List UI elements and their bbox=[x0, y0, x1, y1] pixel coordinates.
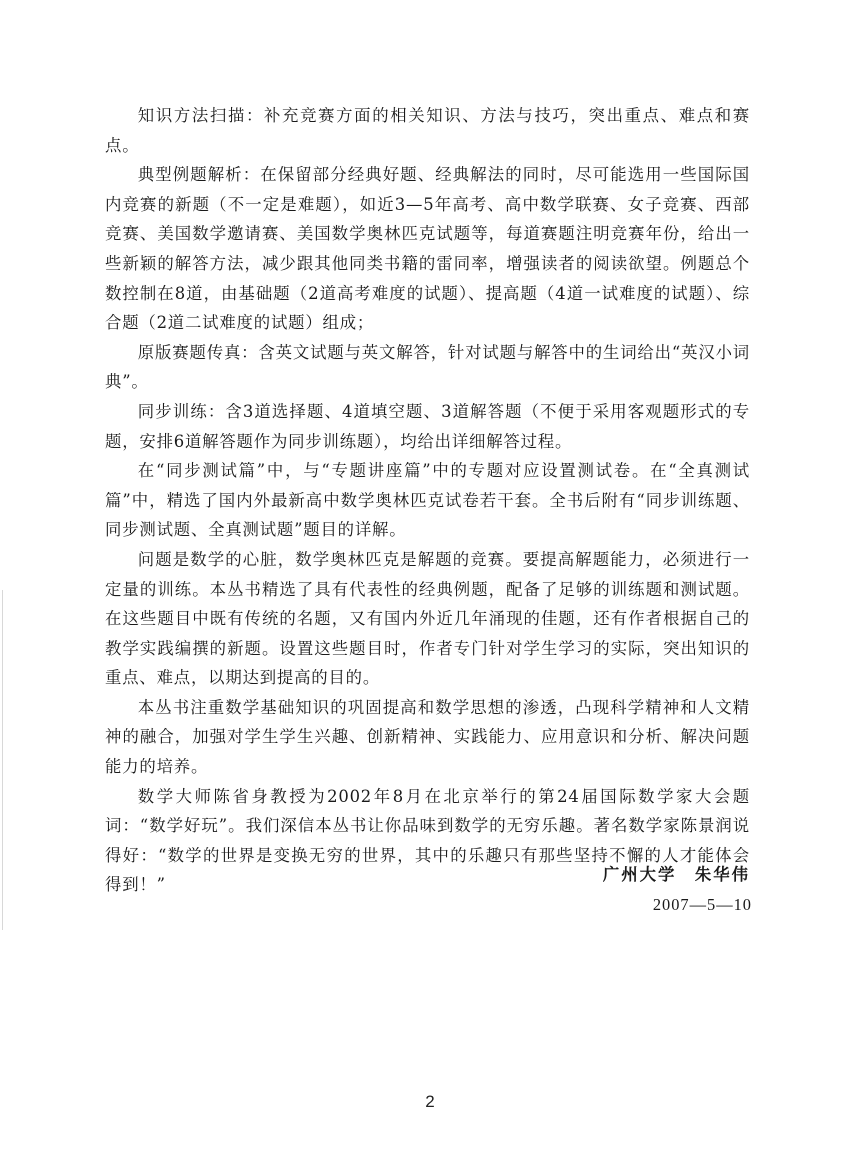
paragraph-sync-training: 同步训练：含3道选择题、4道填空题、3道解答题（不便于采用客观题形式的专题，安排6道解答题作为同步训练题），均给出详细解答过程。 bbox=[105, 401, 750, 451]
signature-block bbox=[603, 860, 750, 920]
paragraph-example-analysis: 典型例题解析：在保留部分经典好题、经典解法的同时，尽可能选用一些国际国内竞赛的新题（不一定是难题），如近3—5年高考、高中数学联赛、女子竞赛、西部竞赛、美国数学邀请赛、美国数学奥林匹克试题等，每道赛题注明竞赛年份，给出一些新颖的解答方法，减少跟其他同类书籍的雷同率，增强读者的阅读欲望。例题总个数控制在8道，由基础题（2道高考难度的试题）、提高题（4道一试难度的试题）、综合题（2道二试难度的试题）组成； bbox=[105, 165, 750, 333]
scan-edge-line bbox=[2, 590, 3, 930]
paragraph-closing-quote: 数学大师陈省身教授为2002年8月在北京举行的第24届国际数学家大会题词：“数学好玩”。我们深信本丛书让你品味到数学的无穷乐趣。著名数学家陈景润说得好：“数学的世界是变换无穷的世界，其中的乐趣只有那些坚持不懈的人才能体会得到！” bbox=[105, 786, 750, 895]
signature-affiliation: 广州大学 朱华伟 bbox=[602, 865, 750, 884]
paragraph-test-sections: 在“同步测试篇”中，与“专题讲座篇”中的专题对应设置测试卷。在“全真测试篇”中，精选了国内外最新高中数学奥林匹克试卷若干套。全书后附有“同步训练题、同步测试题、全真测试题”题目的详解。 bbox=[105, 461, 750, 540]
body-text bbox=[105, 101, 750, 900]
paragraph-problem-solving: 问题是数学的心脏，数学奥林匹克是解题的竞赛。要提高解题能力，必须进行一定量的训练。本丛书精选了具有代表性的经典例题，配备了足够的训练题和测试题。在这些题目中既有传统的名题，又有国内外近几年涌现的佳题，还有作者根据自己的教学实践编撰的新题。设置这些题目时，作者专门针对学生学习的实际，突出知识的重点、难点，以期达到提高的目的。 bbox=[105, 549, 750, 688]
paragraph-knowledge-scan: 知识方法扫描：补充竞赛方面的相关知识、方法与技巧，突出重点、难点和赛点。 bbox=[105, 106, 750, 155]
signature-date: 2007—5—10 bbox=[652, 895, 752, 914]
page-number: 2 bbox=[425, 1092, 435, 1111]
paragraph-original-problems: 原版赛题传真：含英文试题与英文解答，针对试题与解答中的生词给出“英汉小词典”。 bbox=[105, 342, 750, 392]
paragraph-series-goals: 本丛书注重数学基础知识的巩固提高和数学思想的渗透，凸现科学精神和人文精神的融合，加强对学生学生兴趣、创新精神、实践能力、应用意识和分析、解决问题能力的培养。 bbox=[105, 697, 750, 777]
